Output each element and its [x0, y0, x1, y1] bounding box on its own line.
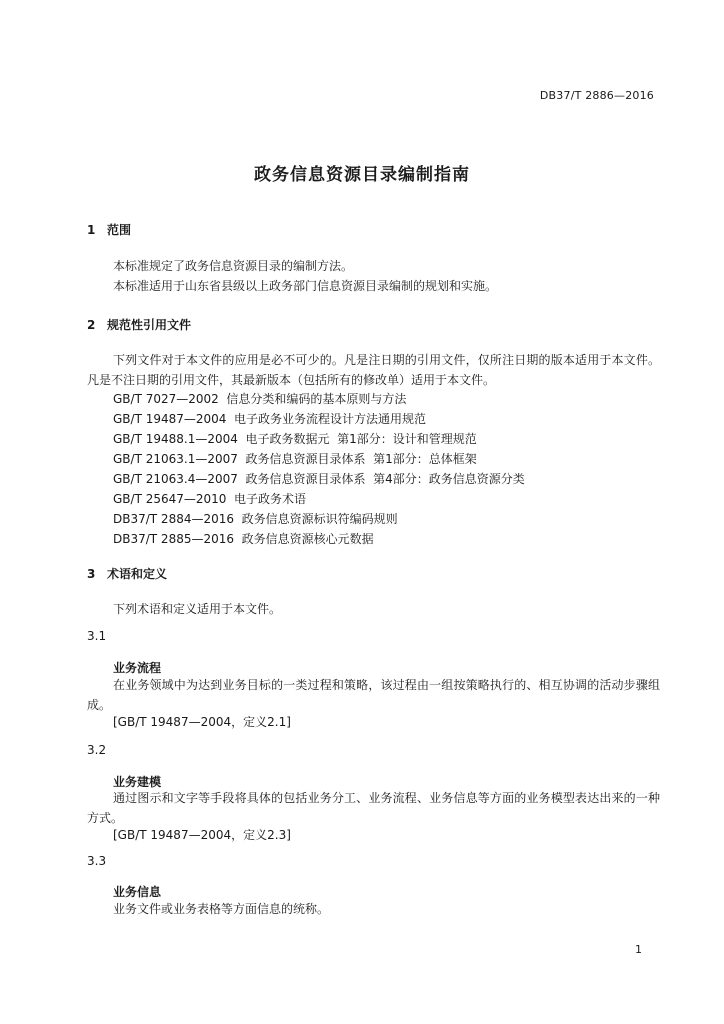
term-name: 业务建模	[113, 775, 162, 789]
reference-item: GB/T 19487—2004 电子政务业务流程设计方法通用规范	[113, 412, 427, 426]
section-title: 范围	[107, 223, 132, 237]
reference-item: GB/T 25647—2010 电子政务术语	[113, 492, 307, 506]
section-title: 术语和定义	[107, 567, 168, 581]
term-source: [GB/T 19487—2004，定义2.1]	[113, 715, 291, 729]
reference-item: GB/T 7027—2002 信息分类和编码的基本原则与方法	[113, 392, 407, 406]
term-name: 业务流程	[113, 661, 162, 675]
section-number: 3	[87, 567, 96, 581]
term-number: 3.1	[87, 629, 107, 643]
scope-paragraph-1: 本标准规定了政务信息资源目录的编制方法。	[113, 259, 354, 273]
section-1-heading	[87, 221, 131, 238]
page-number: 1	[635, 943, 642, 956]
term-name: 业务信息	[113, 885, 162, 899]
reference-item: DB37/T 2884—2016 政务信息资源标识符编码规则	[113, 512, 398, 526]
scope-paragraph-2: 本标准适用于山东省县级以上政务部门信息资源目录编制的规划和实施。	[113, 279, 498, 293]
term-definition: 通过图示和文字等手段将具体的包括业务分工、业务流程、业务信息等方面的业务模型表达出来的一种方式。	[87, 791, 660, 825]
normative-references-intro: 下列文件对于本文件的应用是必不可少的。凡是注日期的引用文件，仅所注日期的版本适用于本文件。凡是不注日期的引用文件，其最新版本（包括所有的修改单）适用于本文件。	[87, 353, 660, 387]
section-3-heading	[87, 565, 167, 582]
term-definition: 在业务领域中为达到业务目标的一类过程和策略，该过程由一组按策略执行的、相互协调的活动步骤组成。	[87, 678, 660, 712]
term-source: [GB/T 19487—2004，定义2.3]	[113, 828, 291, 842]
reference-item: GB/T 19488.1—2004 电子政务数据元 第1部分：设计和管理规范	[113, 432, 477, 446]
standard-code: DB37/T 2886—2016	[539, 89, 654, 102]
document-title: 政务信息资源目录编制指南	[254, 165, 470, 185]
reference-item: DB37/T 2885—2016 政务信息资源核心元数据	[113, 532, 374, 546]
section-2-heading	[87, 316, 191, 333]
terms-intro: 下列术语和定义适用于本文件。	[113, 602, 282, 616]
section-title: 规范性引用文件	[107, 318, 192, 332]
term-number: 3.2	[87, 743, 107, 757]
section-number: 2	[87, 318, 96, 332]
section-number: 1	[87, 223, 96, 237]
term-definition: 业务文件或业务表格等方面信息的统称。	[113, 902, 330, 916]
reference-item: GB/T 21063.4—2007 政务信息资源目录体系 第4部分：政务信息资源分类	[113, 472, 525, 486]
reference-item: GB/T 21063.1—2007 政务信息资源目录体系 第1部分：总体框架	[113, 452, 477, 466]
term-number: 3.3	[87, 854, 107, 868]
